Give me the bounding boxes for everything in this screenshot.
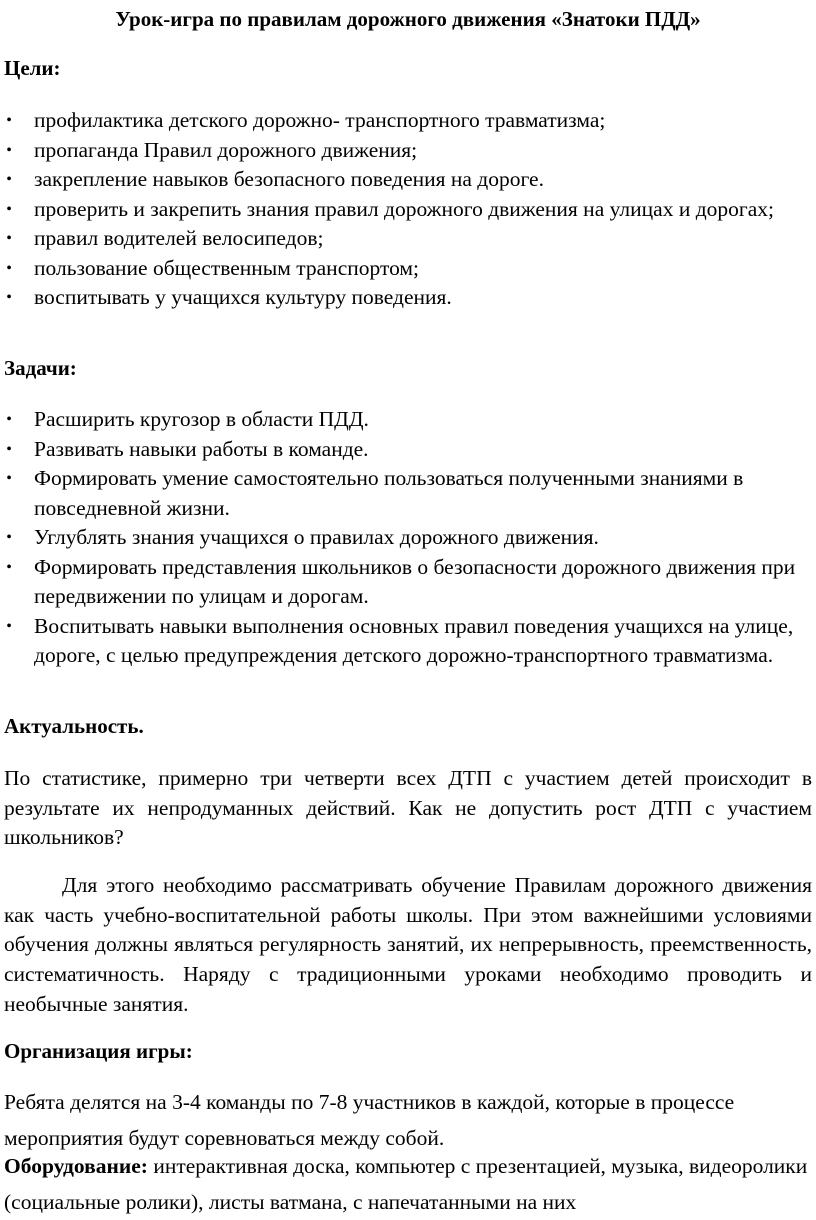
- organization-paragraph: Ребята делятся на 3-4 команды по 7-8 участников в каждой, которые в процессе мероприятия будут соревноваться между собой.: [4, 1090, 735, 1150]
- list-item: • Формировать представления школьников о безопасности дорожного движения при передвижении по улицам и дорогам.: [0, 553, 812, 612]
- bullet-icon: •: [6, 230, 12, 247]
- list-item: • Расширить кругозор в области ПДД.: [0, 405, 812, 435]
- list-item: • профилактика детского дорожно- транспортного травматизма;: [0, 106, 812, 136]
- relevance-paragraph-2: Для этого необходимо рассматривать обучение Правилам дорожного движения как часть учебно-воспитательной работы школы. При этом важнейшими условиями обучения должны являться регулярность занятий, их непрерывность, преемственность, систематичность. Наряду с традиционными уроками необходимо проводить и необычные занятия.: [4, 873, 812, 1016]
- list-item: • Развивать навыки работы в команде.: [0, 435, 812, 465]
- list-item: • правил водителей велосипедов;: [0, 224, 812, 254]
- document-title: Урок-игра по правилам дорожного движения «Знатоки ПДД»: [115, 7, 701, 31]
- list-item: • пользование общественным транспортом;: [0, 254, 812, 284]
- relevance-paragraph-1: По статистике, примерно три четверти всех ДТП с участием детей происходит в результате их непродуманных действий. Как не допустить рост ДТП с участием школьников?: [4, 766, 812, 850]
- bullet-icon: •: [6, 411, 12, 428]
- relevance-heading: Актуальность.: [4, 714, 144, 738]
- list-item: • Углублять знания учащихся о правилах дорожного движения.: [0, 523, 812, 553]
- bullet-icon: •: [6, 289, 12, 306]
- list-item: • закрепление навыков безопасного поведения на дороге.: [0, 165, 812, 195]
- bullet-icon: •: [6, 558, 12, 576]
- tasks-list: [0, 405, 812, 671]
- bullet-icon: •: [6, 617, 12, 635]
- list-item: • Формировать умение самостоятельно пользоваться полученными знаниями в повседневной жизни.: [0, 464, 812, 523]
- organization-heading: Организация игры:: [4, 1039, 193, 1063]
- bullet-icon: •: [6, 259, 12, 277]
- list-item: • Воспитывать навыки выполнения основных правил поведения учащихся на улице, дороге, с целью предупреждения детского дорожно-транспортного травматизма.: [0, 612, 812, 671]
- tasks-heading: Задачи:: [4, 356, 77, 380]
- list-item: • проверить и закрепить знания правил дорожного движения на улицах и дорогах;: [0, 195, 812, 225]
- bullet-icon: •: [6, 440, 12, 458]
- list-item: • пропаганда Правил дорожного движения;: [0, 136, 812, 166]
- bullet-icon: •: [6, 171, 12, 188]
- bullet-icon: •: [6, 200, 12, 218]
- equipment-paragraph: [4, 1148, 812, 1220]
- bullet-icon: •: [6, 529, 12, 546]
- bullet-icon: •: [6, 470, 12, 487]
- list-item: • воспитывать у учащихся культуру поведения.: [0, 283, 812, 313]
- bullet-icon: •: [6, 112, 12, 129]
- equipment-label: Оборудование:: [4, 1154, 148, 1178]
- goals-heading: Цели:: [4, 56, 61, 80]
- equipment-text: интерактивная доска, компьютер с презентацией, музыка, видеоролики (социальные ролики), листы ватмана, с напечатанными на них: [4, 1154, 808, 1214]
- goals-list: [0, 106, 812, 313]
- bullet-icon: •: [6, 141, 12, 159]
